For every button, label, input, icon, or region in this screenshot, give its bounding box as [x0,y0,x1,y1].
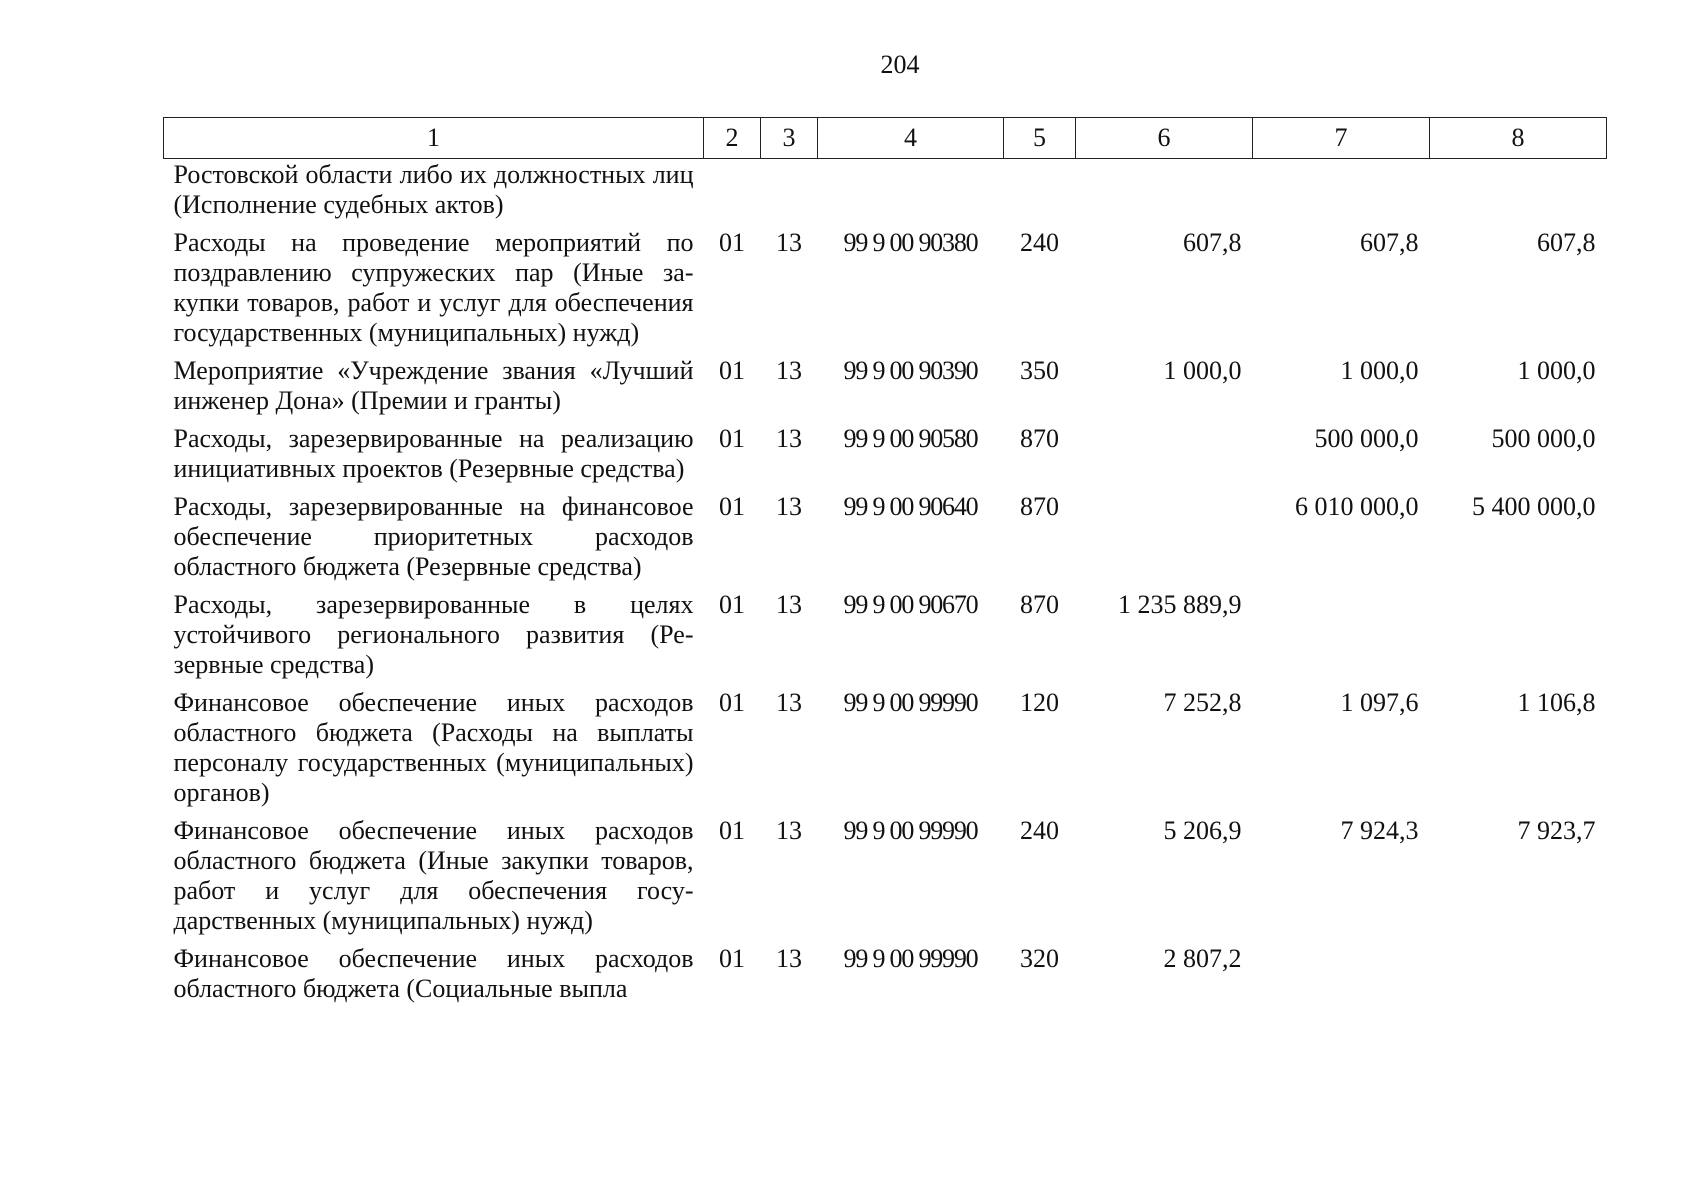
target-article-code: 99 9 00 99990 [843,688,978,717]
column-header-4: 4 [818,118,1004,159]
target-article-code: 99 9 00 90380 [843,228,978,257]
table-row [164,944,1607,1012]
subsection-code: 13 [776,944,802,973]
amount-col-6: 2 807,2 [1163,944,1242,973]
expense-type-code: 350 [1020,356,1059,385]
amount-col-6: 5 206,9 [1163,816,1242,845]
expense-description: Расходы, зарезервированные на реализацию инициативных проектов (Резервные средства) [173,424,694,483]
amount-col-6 [1076,424,1253,492]
table-row [164,159,1607,229]
amount-col-6: 1 000,0 [1163,356,1242,385]
amount-col-8: 5 400 000,0 [1472,492,1596,521]
amount-col-7: 500 000,0 [1314,424,1419,453]
expense-description: Расходы на проведение мероприятий по поздравлению супружеских пар (Иные закупки товаров, работ и услуг для обеспечения государственных (муниципальных) нужд) [173,228,694,347]
target-article-code: 99 9 00 90640 [843,492,978,521]
expense-description: Мероприятие «Учреждение звания «Лучший инженер Дона» (Премии и гранты) [173,356,694,415]
amount-col-8: 7 923,7 [1517,816,1596,845]
target-article-code: 99 9 00 99990 [843,944,978,973]
section-code: 01 [719,492,745,521]
expense-type-code: 870 [1020,424,1059,453]
expense-type-code: 240 [1020,228,1059,257]
column-header-5: 5 [1004,118,1076,159]
section-code: 01 [719,228,745,257]
expense-type-code: 320 [1020,944,1059,973]
budget-table [163,117,1607,1012]
subsection-code: 13 [776,590,802,619]
column-number-header-row [164,118,1607,159]
amount-col-8: 1 106,8 [1517,688,1596,717]
table-row [164,492,1607,590]
table-row [164,228,1607,356]
table-row [164,590,1607,688]
expense-type-code: 120 [1020,688,1059,717]
subsection-code: 13 [776,424,802,453]
page-number: 204 [880,50,920,79]
section-code: 01 [719,944,745,973]
expense-type-code: 870 [1020,590,1059,619]
expense-description: Ростовской области либо их должностных лиц (Исполнение судебных актов) [173,160,694,219]
amount-col-6: 1 235 889,9 [1118,590,1242,619]
column-header-8: 8 [1430,118,1607,159]
target-article-code: 99 9 00 90390 [843,356,978,385]
amount-col-7: 7 924,3 [1340,816,1419,845]
subsection-code: 13 [776,688,802,717]
subsection-code: 13 [776,492,802,521]
amount-col-8 [1430,590,1607,688]
amount-col-7 [1253,590,1430,688]
target-article-code: 99 9 00 90580 [843,424,978,453]
amount-col-7 [1253,944,1430,1012]
target-article-code: 99 9 00 99990 [843,816,978,845]
table-row [164,688,1607,816]
section-code: 01 [719,816,745,845]
target-article-code: 99 9 00 90670 [843,590,978,619]
column-header-7: 7 [1253,118,1430,159]
subsection-code: 13 [776,356,802,385]
expense-type-code [1004,159,1076,229]
section-code: 01 [719,424,745,453]
amount-col-8: 1 000,0 [1517,356,1596,385]
amount-col-6: 607,8 [1183,228,1242,257]
section-code: 01 [719,356,745,385]
column-header-2: 2 [704,118,761,159]
expense-description: Расходы, зарезервированные на финансовое обеспечение приоритетных расходов областного бюджета (Резервные средства) [173,492,694,581]
expense-description: Финансовое обеспечение иных расходов областного бюджета (Социальные выпла [173,944,694,1003]
amount-col-6 [1076,492,1253,590]
amount-col-7: 607,8 [1360,228,1419,257]
amount-col-8 [1430,944,1607,1012]
expense-description: Финансовое обеспечение иных расходов областного бюджета (Расходы на выплаты персоналу государственных (муниципальных) органов) [173,688,694,807]
amount-col-7: 6 010 000,0 [1295,492,1419,521]
expense-description: Финансовое обеспечение иных расходов областного бюджета (Иные закупки товаров, работ и услуг для обеспечения государственных (муниципальных) нужд) [173,816,694,935]
expense-type-code: 870 [1020,492,1059,521]
amount-col-7: 1 000,0 [1340,356,1419,385]
expense-description: Расходы, зарезервированные в целях устойчивого регионального развития (Резервные средства) [173,590,694,679]
amount-col-7: 1 097,6 [1340,688,1419,717]
expense-type-code: 240 [1020,816,1059,845]
section-code [704,159,761,229]
amount-col-6: 7 252,8 [1163,688,1242,717]
amount-col-8: 500 000,0 [1491,424,1596,453]
column-header-1: 1 [164,118,704,159]
subsection-code: 13 [776,816,802,845]
subsection-code [761,159,818,229]
table-row [164,424,1607,492]
amount-col-8 [1430,159,1607,229]
subsection-code: 13 [776,228,802,257]
amount-col-8: 607,8 [1537,228,1596,257]
target-article-code [818,159,1004,229]
column-header-3: 3 [761,118,818,159]
column-header-6: 6 [1076,118,1253,159]
section-code: 01 [719,590,745,619]
table-row [164,356,1607,424]
table-row [164,816,1607,944]
amount-col-7 [1253,159,1430,229]
amount-col-6 [1076,159,1253,229]
section-code: 01 [719,688,745,717]
